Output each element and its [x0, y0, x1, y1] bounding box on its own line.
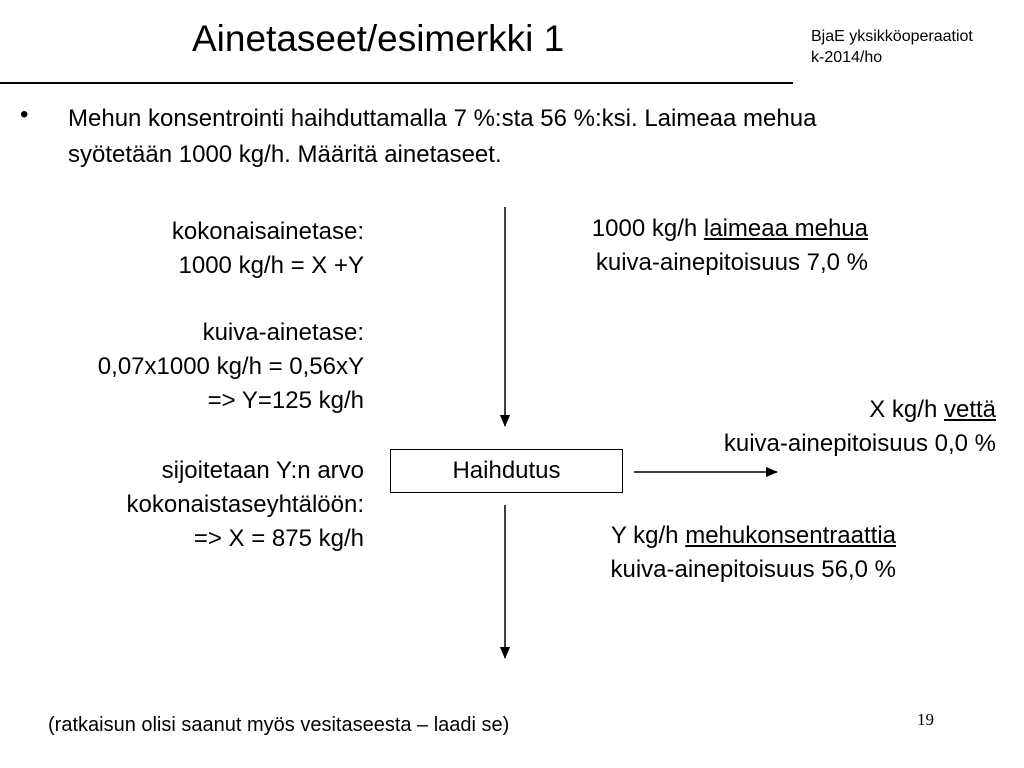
bullet-marker: •: [20, 101, 29, 128]
product-name: mehukonsentraattia: [685, 522, 896, 549]
problem-line-1: Mehun konsentrointi haihduttamalla 7 %:sta 56 %:ksi. Laimeaa mehua: [68, 105, 817, 132]
product-rate: Y kg/h: [610, 522, 686, 549]
problem-line-2: syötetään 1000 kg/h. Määritä ainetaseet.: [68, 141, 502, 168]
slide-title: Ainetaseet/esimerkki 1: [192, 18, 565, 59]
dry-balance-equation: 0,07x1000 kg/h = 0,56xY: [97, 353, 364, 380]
footnote: (ratkaisun olisi saanut myös vesitaseesta – laadi se): [48, 714, 510, 736]
total-balance-label: kokonaisainetase:: [171, 218, 364, 245]
total-balance-equation: 1000 kg/h = X +Y: [178, 252, 364, 279]
course-name: BjaE yksikköoperaatiot: [811, 28, 973, 45]
vapor-name: vettä: [943, 396, 996, 423]
slide-number: 19: [917, 710, 934, 729]
product-dry-content: kuiva-ainepitoisuus 56,0 %: [610, 556, 896, 583]
feed-rate: 1000 kg/h: [591, 215, 704, 242]
feed-dry-content: kuiva-ainepitoisuus 7,0 %: [595, 249, 868, 276]
course-term: k-2014/ho: [811, 49, 883, 66]
dry-balance-result: => Y=125 kg/h: [207, 387, 364, 414]
vapor-rate: X kg/h: [869, 396, 944, 423]
substitution-line-2: kokonaistaseyhtälöön:: [126, 491, 364, 518]
substitution-line-1: sijoitetaan Y:n arvo: [161, 457, 364, 484]
dry-balance-label: kuiva-ainetase:: [202, 319, 364, 346]
vapor-dry-content: kuiva-ainepitoisuus 0,0 %: [723, 430, 996, 457]
feed-name: laimeaa mehua: [703, 215, 868, 242]
substitution-result: => X = 875 kg/h: [193, 525, 364, 552]
process-label: Haihdutus: [452, 457, 561, 484]
